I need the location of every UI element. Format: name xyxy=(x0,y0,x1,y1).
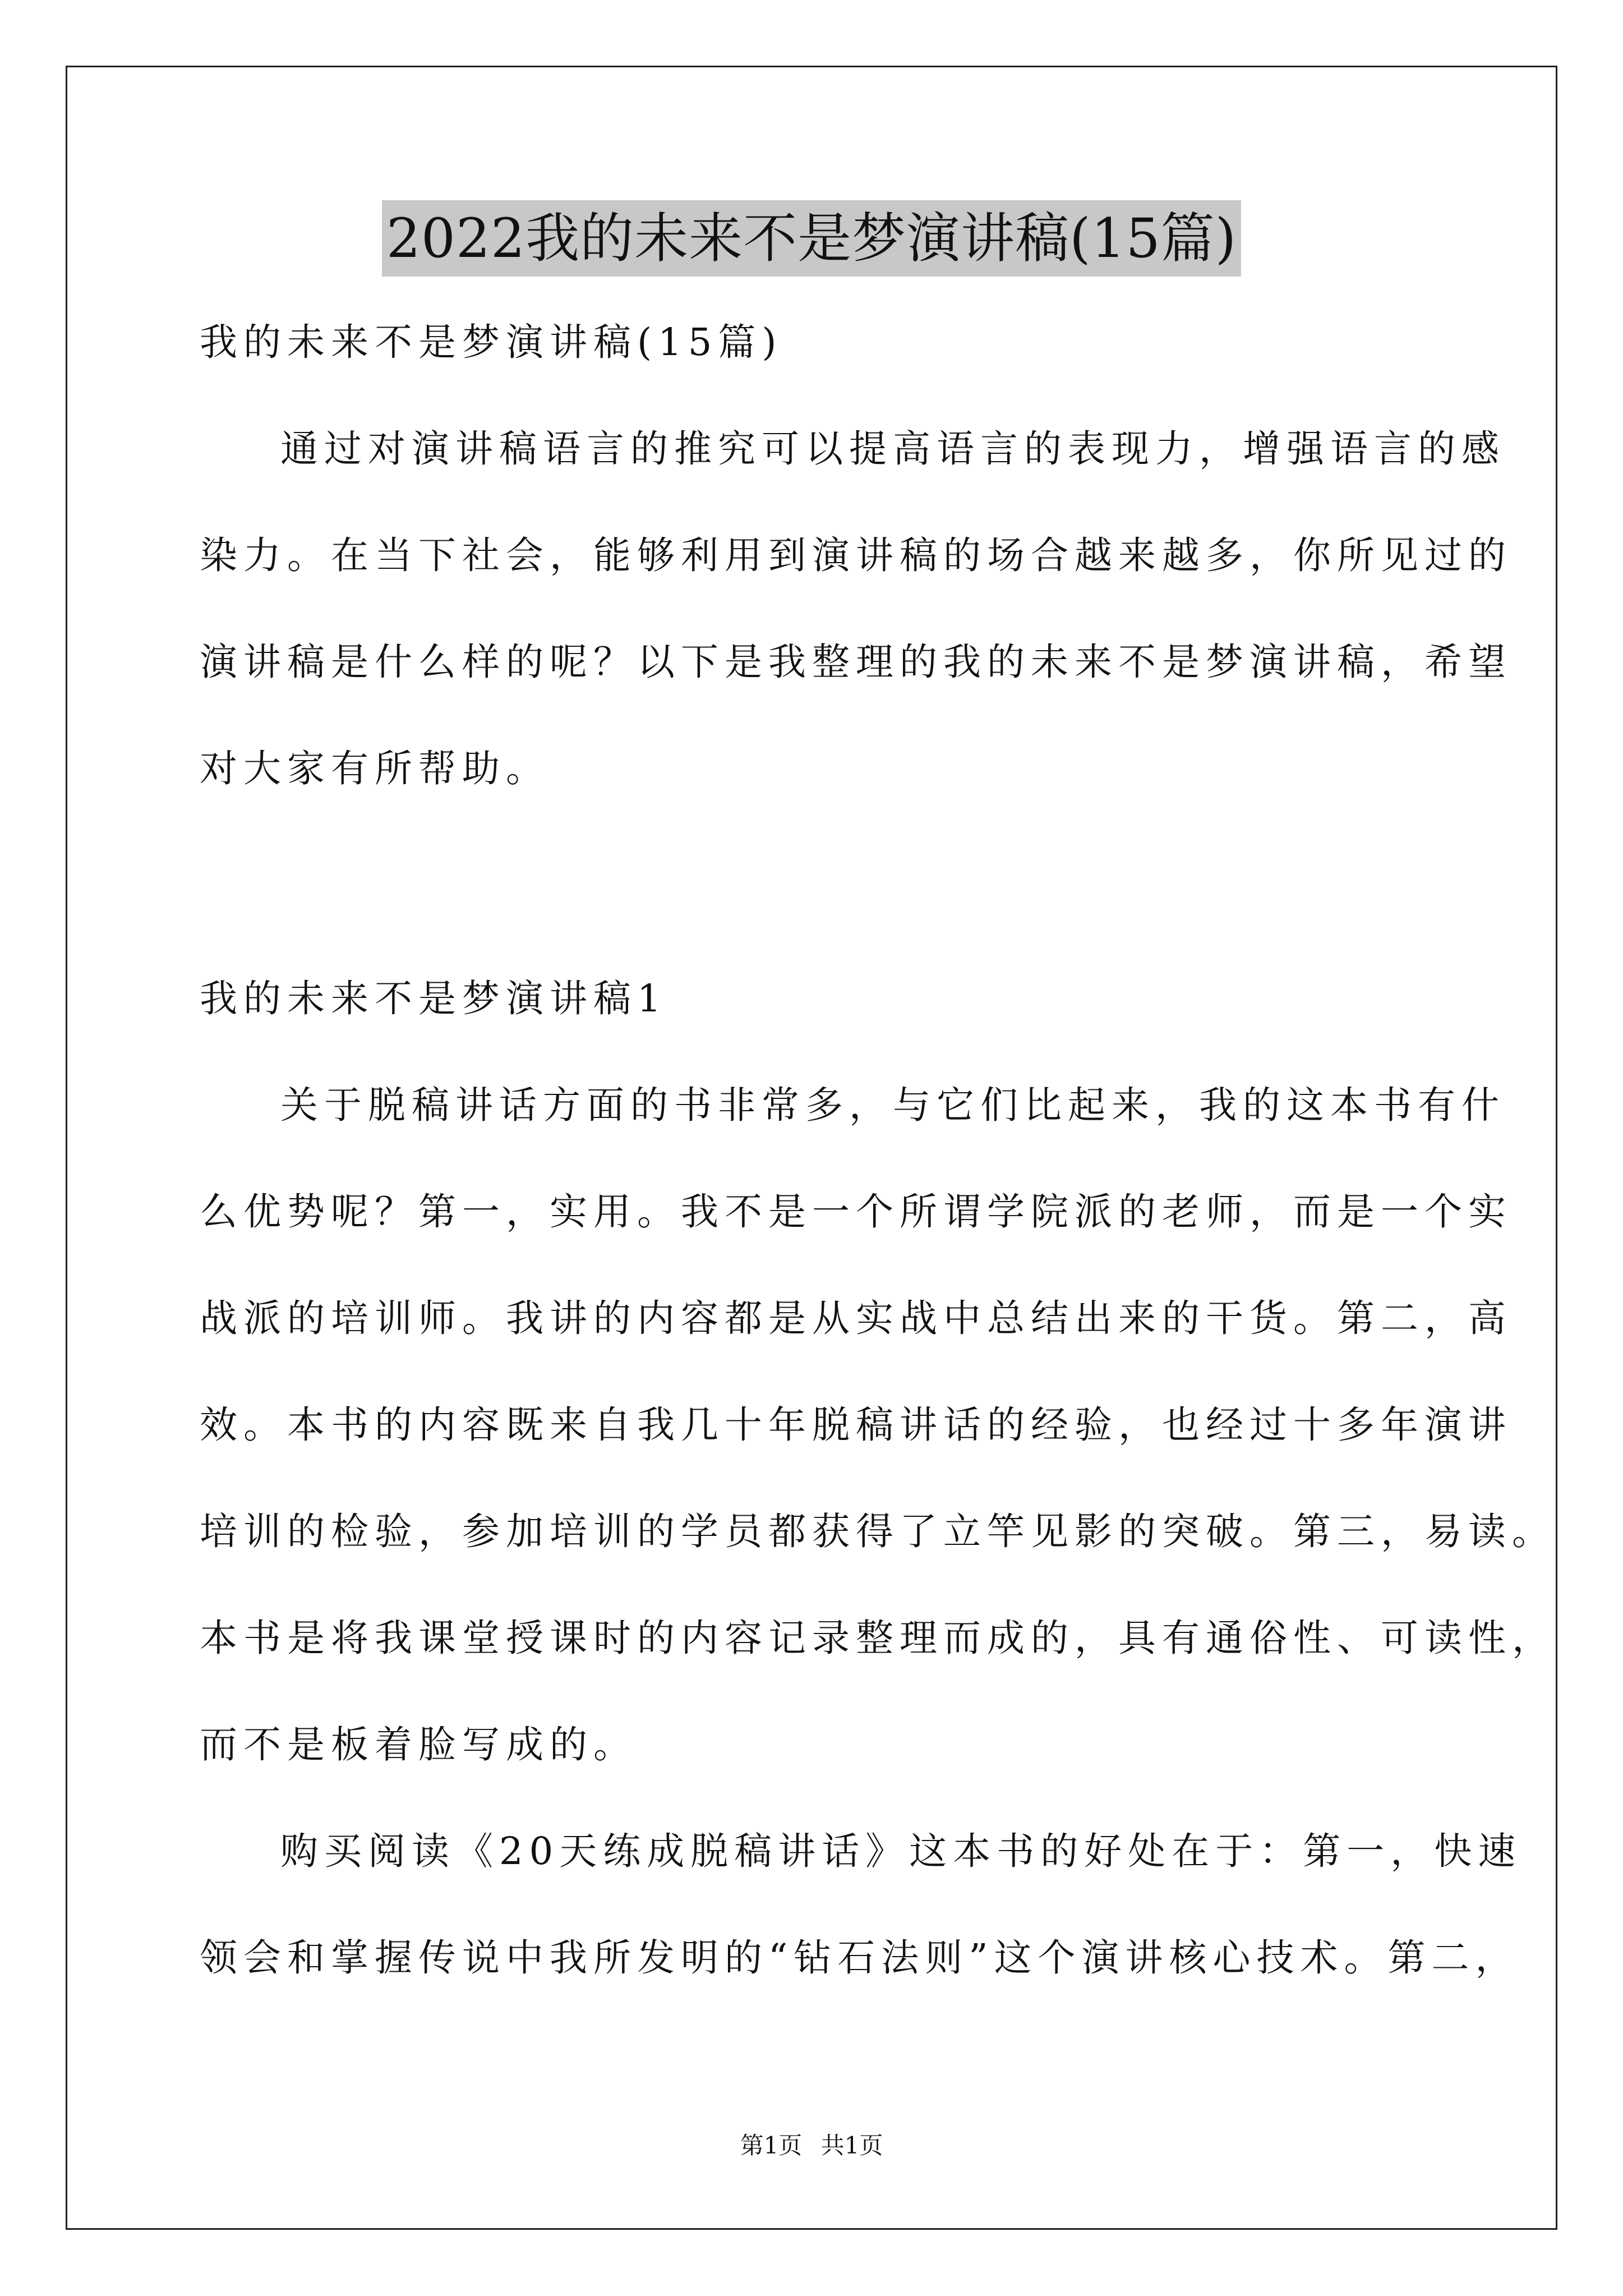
paragraph-line: 战派的培训师。我讲的内容都是从实战中总结出来的干货。第二，高 xyxy=(200,1296,1512,1340)
paragraph-line: 效。本书的内容既来自我几十年脱稿讲话的经验，也经过十多年演讲 xyxy=(200,1403,1512,1447)
paragraph-line: 而不是板着脸写成的。 xyxy=(200,1723,637,1766)
paragraph-line: 本书是将我课堂授课时的内容记录整理而成的，具有通俗性、可读性， xyxy=(200,1616,1556,1660)
paragraph-line: 领会和掌握传说中我所发明的“钻石法则”这个演讲核心技术。第二， xyxy=(200,1936,1519,1980)
section-heading: 我的未来不是梦演讲稿1 xyxy=(200,977,667,1020)
paragraph-line: 么优势呢？第一，实用。我不是一个所谓学院派的老师，而是一个实 xyxy=(200,1190,1512,1234)
intro-line: 对大家有所帮助。 xyxy=(200,747,550,790)
intro-line: 通过对演讲稿语言的推究可以提高语言的表现力，增强语言的感 xyxy=(280,427,1505,471)
page-border xyxy=(66,66,1557,2230)
page-number-current: 第1页 xyxy=(740,2132,803,2159)
document-title-text: 2022我的未来不是梦演讲稿(15篇) xyxy=(382,200,1241,277)
paragraph-line: 培训的检验，参加培训的学员都获得了立竿见影的突破。第三，易读。 xyxy=(200,1510,1556,1553)
document-subtitle: 我的未来不是梦演讲稿(15篇) xyxy=(200,320,783,364)
intro-line: 演讲稿是什么样的呢？以下是我整理的我的未来不是梦演讲稿，希望 xyxy=(200,640,1512,684)
paragraph-line: 关于脱稿讲话方面的书非常多，与它们比起来，我的这本书有什 xyxy=(280,1083,1505,1127)
document-title xyxy=(0,200,1623,277)
intro-line: 染力。在当下社会，能够利用到演讲稿的场合越来越多，你所见过的 xyxy=(200,533,1512,577)
paragraph-line: 购买阅读《20天练成脱稿讲话》这本书的好处在于：第一，快速 xyxy=(280,1829,1522,1873)
page-number-total: 共1页 xyxy=(820,2132,883,2159)
page-footer xyxy=(0,2129,1623,2162)
